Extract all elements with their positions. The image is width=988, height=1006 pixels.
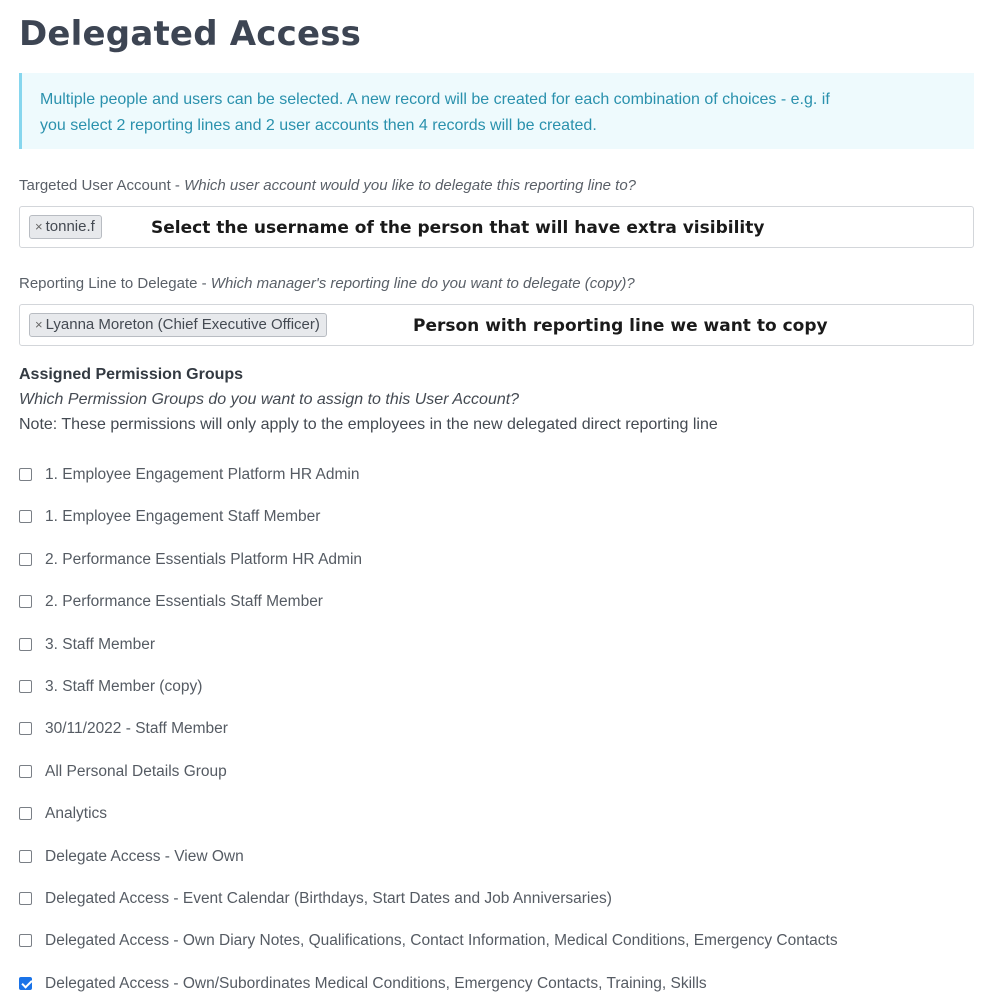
permission-group-label: 2. Performance Essentials Platform HR Admin (45, 550, 363, 568)
targeted-user-annotation: Select the username of the person that will have extra visibility (151, 218, 765, 238)
permission-group-label: Delegated Access - Event Calendar (Birthdays, Start Dates and Job Anniversaries) (45, 889, 612, 907)
permission-groups-note: Note: These permissions will only apply to the employees in the new delegated direct reporting line (19, 416, 718, 433)
info-alert (19, 73, 974, 149)
info-line-1: Multiple people and users can be selected. A new record will be created for each combination of choices - e.g. if (40, 91, 830, 108)
reporting-line-select[interactable] (19, 304, 974, 346)
remove-chip-icon[interactable]: × (35, 317, 43, 332)
permission-group-label: 30/11/2022 - Staff Member (45, 720, 228, 738)
permission-group-item[interactable] (19, 970, 969, 1006)
permission-group-label: Analytics (45, 805, 108, 823)
checkbox[interactable] (19, 850, 32, 863)
permission-group-label: 1. Employee Engagement Platform HR Admin (45, 466, 360, 483)
permission-group-item[interactable] (19, 715, 969, 757)
targeted-user-select[interactable] (19, 206, 974, 248)
checkbox[interactable] (19, 510, 32, 523)
checkbox[interactable] (19, 638, 32, 651)
selected-reporting-line-chip-label: Lyanna Moreton (Chief Executive Officer) (45, 316, 320, 333)
reporting-line-label (19, 275, 635, 292)
page-title: Delegated Access (19, 14, 362, 54)
permission-group-label: 3. Staff Member (copy) (45, 677, 203, 695)
targeted-user-label-text: Targeted User Account - (19, 177, 185, 194)
checkbox[interactable] (19, 722, 32, 735)
permission-group-item[interactable] (19, 588, 969, 630)
permission-group-label: 1. Employee Engagement Staff Member (45, 508, 321, 526)
permission-group-item[interactable] (19, 800, 969, 842)
reporting-line-annotation: Person with reporting line we want to copy (413, 316, 828, 336)
permission-group-item[interactable] (19, 631, 969, 673)
checkbox[interactable] (19, 553, 32, 566)
permission-group-label: 3. Staff Member (45, 635, 155, 653)
selected-user-chip[interactable] (29, 215, 102, 239)
reporting-line-hint: Which manager's reporting line do you want to delegate (copy)? (210, 275, 635, 292)
permission-group-item[interactable] (19, 927, 969, 969)
permission-group-label: All Personal Details Group (45, 762, 227, 780)
checkbox[interactable] (19, 765, 32, 778)
checkbox[interactable] (19, 468, 32, 481)
permission-group-label: 2. Performance Essentials Staff Member (45, 593, 323, 611)
permission-group-label: Delegated Access - Own Diary Notes, Qualifications, Contact Information, Medical Conditions, Emergency Contacts (45, 932, 838, 950)
targeted-user-label (19, 177, 636, 194)
checkbox[interactable] (19, 892, 32, 905)
reporting-line-label-text: Reporting Line to Delegate - (19, 275, 211, 292)
permission-groups-subheading: Which Permission Groups do you want to assign to this User Account? (19, 391, 520, 408)
remove-chip-icon[interactable]: × (35, 219, 43, 234)
checkbox[interactable] (19, 807, 32, 820)
permission-group-item[interactable] (19, 843, 969, 885)
permission-group-label: Delegate Access - View Own (45, 847, 244, 865)
permission-group-item[interactable] (19, 758, 969, 800)
checkbox[interactable] (19, 680, 32, 693)
permission-groups-heading: Assigned Permission Groups (19, 366, 244, 383)
checkbox[interactable] (19, 934, 32, 947)
permission-group-item[interactable] (19, 461, 969, 503)
permission-group-item[interactable] (19, 503, 969, 545)
selected-reporting-line-chip[interactable] (29, 313, 327, 337)
permission-group-item[interactable] (19, 885, 969, 927)
checkbox[interactable] (19, 595, 32, 608)
checkbox-checked[interactable] (19, 977, 32, 990)
permission-group-label: Delegated Access - Own/Subordinates Medical Conditions, Emergency Contacts, Training, Skills (45, 974, 707, 992)
permission-group-item[interactable] (19, 546, 969, 588)
targeted-user-hint: Which user account would you like to delegate this reporting line to? (184, 177, 637, 194)
permission-group-item[interactable] (19, 673, 969, 715)
permission-group-list (19, 461, 969, 1006)
info-line-2: you select 2 reporting lines and 2 user accounts then 4 records will be created. (40, 117, 597, 134)
selected-user-chip-label: tonnie.f (45, 218, 95, 235)
